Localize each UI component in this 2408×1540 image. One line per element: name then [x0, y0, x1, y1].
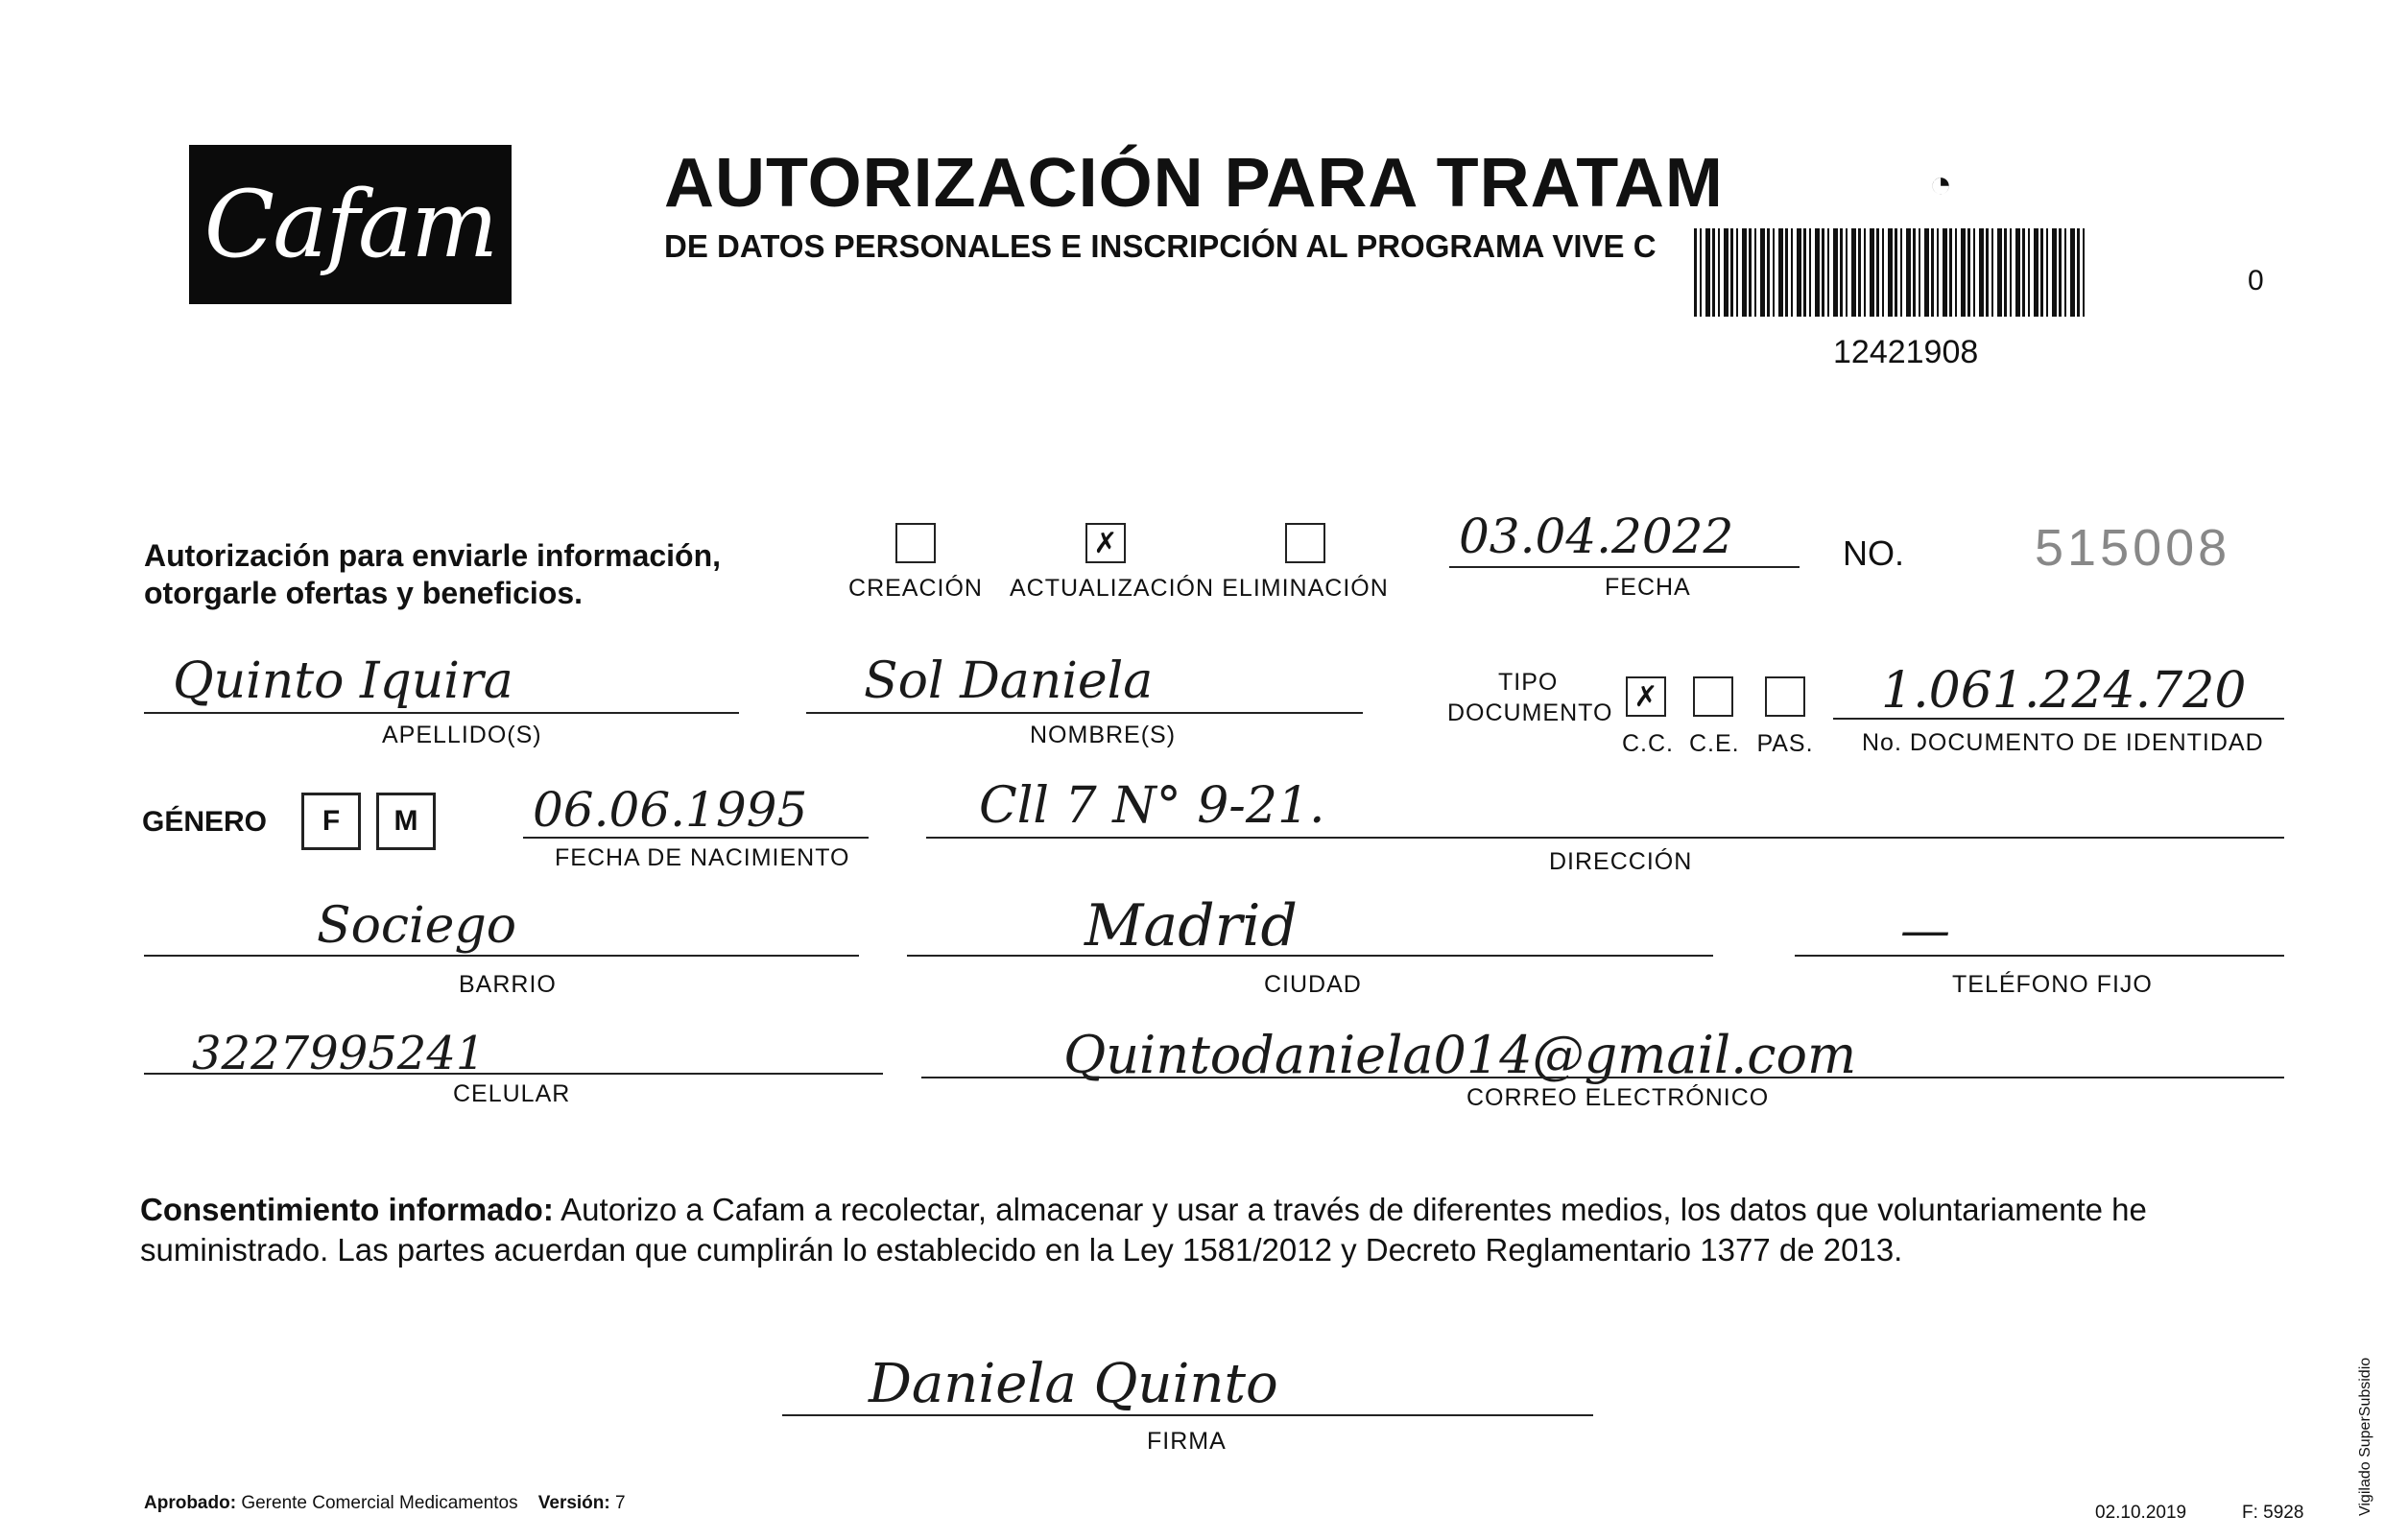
nombres-label: NOMBRE(S) — [1030, 722, 1177, 748]
doc-type-pas[interactable] — [1756, 676, 1814, 758]
pas-checkbox[interactable] — [1765, 676, 1805, 717]
signature-value[interactable]: Daniela Quinto — [869, 1353, 1278, 1415]
birth-label: FECHA DE NACIMIENTO — [555, 844, 850, 871]
birth-line — [523, 837, 869, 839]
tipo-label: TIPO — [1498, 669, 1559, 696]
option-creacion[interactable] — [848, 523, 983, 603]
genero-label: GÉNERO — [142, 806, 268, 838]
correo-value[interactable]: Quintodaniela014@gmail.com — [1063, 1025, 1857, 1085]
documento-label: DOCUMENTO — [1447, 699, 1613, 726]
correo-line — [921, 1077, 2284, 1078]
signature-label: FIRMA — [1147, 1428, 1227, 1455]
vigilado-text: Vigilado SuperSubsidio — [2357, 1357, 2373, 1516]
celular-line — [144, 1073, 883, 1075]
telefono-label: TELÉFONO FIJO — [1952, 971, 2153, 998]
birth-value[interactable]: 06.06.1995 — [533, 782, 808, 838]
creacion-checkbox[interactable] — [895, 523, 936, 563]
ciudad-value[interactable]: Madrid — [1085, 892, 1298, 960]
cc-label: C.C. — [1622, 730, 1674, 757]
no-label: NO. — [1843, 533, 1905, 573]
apellidos-line — [144, 712, 739, 714]
ce-label: C.E. — [1689, 730, 1740, 757]
fecha-line — [1449, 566, 1800, 568]
telefono-line — [1795, 955, 2284, 957]
barcode — [1694, 228, 2087, 317]
ciudad-label: CIUDAD — [1264, 971, 1362, 998]
option-actualizacion[interactable] — [1010, 523, 1215, 603]
doc-type-cc[interactable] — [1622, 676, 1674, 758]
eliminacion-label: ELIMINACIÓN — [1222, 575, 1389, 602]
direccion-value[interactable]: Cll 7 N° 9-21. — [979, 777, 1325, 835]
direccion-line — [926, 837, 2284, 839]
aprobado-value: Gerente Comercial Medicamentos — [241, 1493, 518, 1513]
ciudad-line — [907, 955, 1713, 957]
genero-m-checkbox[interactable]: M — [376, 793, 436, 850]
fecha-value[interactable]: 03.04.2022 — [1459, 509, 1734, 564]
pas-label: PAS. — [1756, 730, 1814, 757]
smudge-mark: ◔ — [1929, 163, 1953, 205]
apellidos-label: APELLIDO(S) — [382, 722, 542, 748]
version-label: Versión: — [537, 1493, 610, 1513]
nombres-value[interactable]: Sol Daniela — [864, 652, 1154, 710]
telefono-value[interactable]: — — [1900, 902, 1950, 960]
doc-type-ce[interactable] — [1689, 676, 1740, 758]
signature-line — [782, 1414, 1593, 1416]
barcode-number: 12421908 — [1833, 334, 1979, 370]
doc-number-value[interactable]: 1.061.224.720 — [1881, 662, 2247, 720]
consent-lead: Consentimiento informado: — [140, 1192, 554, 1227]
barrio-line — [144, 955, 859, 957]
barrio-value[interactable]: Sociego — [317, 897, 517, 955]
genero-group — [301, 793, 436, 850]
creacion-label: CREACIÓN — [848, 575, 983, 602]
cc-checkbox[interactable]: ✗ — [1626, 676, 1666, 717]
celular-value[interactable]: 3227995241 — [192, 1027, 486, 1080]
actualizacion-label: ACTUALIZACIÓN — [1010, 575, 1215, 602]
no-value: 515008 — [2035, 519, 2231, 577]
eliminacion-checkbox[interactable] — [1285, 523, 1325, 563]
doc-number-label: No. DOCUMENTO DE IDENTIDAD — [1862, 729, 2264, 756]
consent-text: Autorizo a Cafam a recolectar, almacenar y usar a través de diferentes medios, los datos que voluntariamente he suministrado. Las partes acuerdan que cumplirán lo establecido en la Ley 1581/2012 y Decreto Reglamentario 1377 de 2013. — [140, 1192, 2147, 1268]
form-subtitle: DE DATOS PERSONALES E INSCRIPCIÓN AL PROGRAMA VIVE C — [664, 228, 1657, 264]
authorization-intro: Autorización para enviarle información, otorgarle ofertas y beneficios. — [144, 538, 722, 610]
celular-label: CELULAR — [453, 1080, 571, 1107]
aprobado-label: Aprobado: — [144, 1493, 237, 1513]
genero-f-checkbox[interactable]: F — [301, 793, 361, 850]
option-eliminacion[interactable] — [1219, 523, 1392, 603]
consent-paragraph — [140, 1190, 2271, 1270]
ce-checkbox[interactable] — [1693, 676, 1733, 717]
cafam-logo — [189, 145, 512, 304]
corner-mark: 0 — [2248, 265, 2264, 296]
nombres-line — [806, 712, 1363, 714]
direccion-label: DIRECCIÓN — [1549, 848, 1693, 875]
actualizacion-checkbox[interactable]: ✗ — [1085, 523, 1126, 563]
logo-text: Cafam — [203, 171, 497, 278]
footer-date: 02.10.2019 — [2095, 1503, 2187, 1523]
footer-code: F: 5928 — [2242, 1503, 2304, 1523]
footer-approval — [144, 1493, 626, 1514]
correo-label: CORREO ELECTRÓNICO — [1466, 1084, 1770, 1111]
apellidos-value[interactable]: Quinto Iquira — [173, 652, 513, 710]
fecha-label: FECHA — [1605, 574, 1691, 601]
doc-type-group — [1622, 676, 1814, 758]
version-value: 7 — [615, 1493, 626, 1513]
form-title: AUTORIZACIÓN PARA TRATAM — [664, 145, 1724, 222]
barrio-label: BARRIO — [459, 971, 557, 998]
doc-number-line — [1833, 718, 2284, 720]
